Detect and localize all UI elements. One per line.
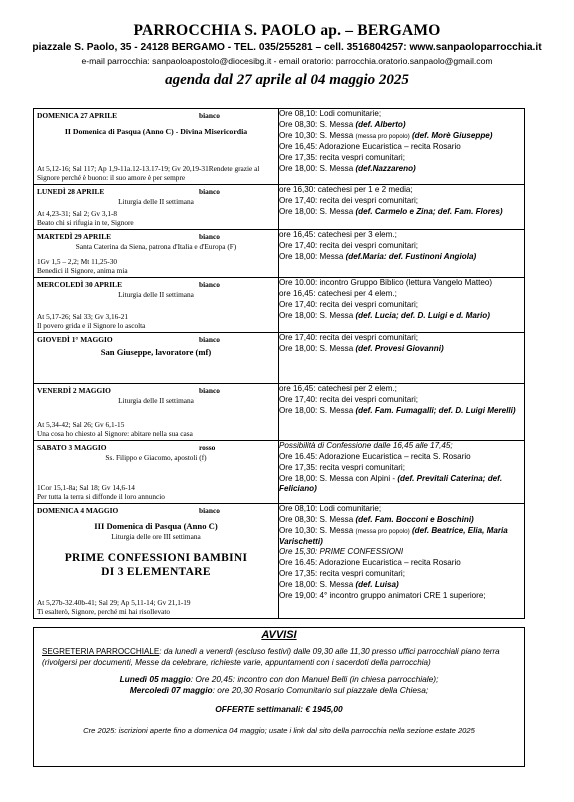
schedule-line: [279, 278, 524, 289]
day-liturgy-cell: [34, 109, 279, 185]
schedule-line: [279, 300, 524, 311]
intention: (def. Alberto): [355, 120, 406, 129]
offerte-notice: OFFERTE settimanali: € 1945,00: [215, 704, 343, 714]
segreteria-notice: [34, 646, 524, 668]
intention: (def.Maria: def. Fustinoni Angiola): [345, 252, 477, 261]
event-text: ore 16,45: catechesi per 3 elem.;: [279, 230, 397, 239]
event-text: Ore 18,00: S. Messa: [279, 207, 356, 216]
feast-name: Santa Caterina da Siena, patrona d'Italia e d'Europa (F): [75, 242, 237, 251]
schedule-line: [279, 289, 524, 300]
readings: [37, 312, 275, 330]
cre-notice: Cre 2025: iscrizioni aperte fino a domenica 04 maggio; usate i link dal sito della parrocchia nella sezione estate 2025: [83, 726, 475, 735]
day-row: [34, 333, 525, 384]
day-row: [34, 441, 525, 504]
event-text: Ore 17,35: recita vespri comunitari;: [279, 569, 405, 578]
feast-name: Liturgia delle II settimana: [118, 396, 194, 405]
avvisi-title: AVVISI: [261, 629, 297, 641]
event-text: Ore 08,30: S. Messa: [279, 120, 356, 129]
liturgical-color: bianco: [199, 386, 220, 395]
event-text: Ore 16.45: Adorazione Eucaristica – recita Rosario: [279, 558, 461, 567]
day-row: [34, 230, 525, 278]
event-text: Ore 19,00: 4° incontro gruppo animatori CRE 1 superiore;: [279, 591, 486, 600]
day-date: VENERDÌ 2 MAGGIO: [37, 386, 111, 395]
schedule-line: [279, 196, 524, 207]
schedule-line: [279, 406, 524, 417]
day-date: GIOVEDÌ 1° MAGGIO: [37, 335, 113, 344]
mass-note: (messa pro popolo): [355, 133, 410, 140]
event-text: Ore 18,00: S. Messa: [279, 580, 356, 589]
schedule-line: [279, 109, 524, 120]
day-date: SABATO 3 MAGGIO: [37, 443, 107, 452]
mercoledi-label: Mercoledì 07 maggio: [129, 685, 213, 695]
parish-emails: e-mail parrocchia: sanpaoloapostolo@diocesibg.it - email oratorio: parrocchia.oratorio.sanpaolo@gmail.com: [81, 56, 493, 66]
event-text: ore 16,30: catechesi per 1 e 2 media;: [279, 185, 413, 194]
feast-name: Ss. Filippo e Giacomo, apostoli (f): [105, 453, 207, 462]
event-text: Ore 17,35: recita vespri comunitari;: [279, 463, 405, 472]
schedule-line: [279, 185, 524, 196]
special-event: PRIME CONFESSIONI BAMBINI DI 3 ELEMENTARE: [64, 552, 248, 578]
day-schedule-cell: [279, 441, 525, 504]
schedule-line: [279, 142, 524, 153]
intention: (def. Carmelo e Zina; def. Fam. Flores): [355, 207, 503, 216]
day-liturgy-cell: [34, 441, 279, 504]
intention: (def. Fam. Bocconi e Boschini): [355, 515, 474, 524]
mercoledi-text: : ore 20,30 Rosario Comunitario sul piazzale della Chiesa;: [212, 685, 429, 695]
schedule-line: [279, 333, 524, 344]
agenda-title: agenda dal 27 aprile al 04 maggio 2025: [165, 72, 409, 88]
psalm-response: Il povero grida e il Signore lo ascolta: [37, 321, 146, 330]
day-date: LUNEDÌ 28 APRILE: [37, 187, 105, 196]
psalm-response: Una cosa ho chiesto al Signore: abitare nella sua casa: [37, 429, 193, 438]
event-text: Possibilità di Confessione dalle 16,45 alle 17,45;: [279, 441, 453, 450]
day-schedule-cell: [279, 109, 525, 185]
event-text: Ore 18,00: S. Messa con Alpini -: [279, 474, 398, 483]
feast-name: Liturgia delle II settimana: [118, 290, 194, 299]
psalm-response: Per tutta la terra si diffonde il loro annuncio: [37, 492, 165, 501]
schedule-line: [279, 558, 524, 569]
mercoledi-notice: [34, 685, 524, 696]
day-liturgy-cell: [34, 384, 279, 441]
day-date: DOMENICA 4 MAGGIO: [37, 506, 119, 515]
intention: (def. Lucia; def. D. Luigi e d. Mario): [355, 311, 490, 320]
event-text: Ore 18,00: S. Messa: [279, 311, 356, 320]
event-text: Ore 17,40: recita dei vespri comunitari;: [279, 300, 419, 309]
feast-name: III Domenica di Pasqua (Anno C): [94, 521, 218, 531]
psalm-response: Beato chi si rifugia in te, Signore: [37, 218, 134, 227]
schedule-line: [279, 241, 524, 252]
schedule-line: [279, 252, 524, 263]
intention: (def. Beatrice, Elia, Maria Varischetti): [279, 526, 508, 546]
parish-address: piazzale S. Paolo, 35 - 24128 BERGAMO - TEL. 035/255281 – cell. 3516804257: www.sanpaoloparrocchia.it: [32, 42, 542, 53]
day-row: [34, 109, 525, 185]
schedule-line: [279, 164, 524, 175]
event-text: ore 16,45: catechesi per 4 elem.;: [279, 289, 397, 298]
schedule-line: [279, 474, 524, 495]
readings: [37, 420, 275, 438]
event-text: Ore 16,45: Adorazione Eucaristica – recita Rosario: [279, 142, 461, 151]
schedule-line: [279, 515, 524, 526]
mass-note: (messa pro popolo): [355, 528, 410, 535]
schedule-line: [279, 395, 524, 406]
feast-name: San Giuseppe, lavoratore (mf): [100, 347, 212, 357]
intention: (def. Morè Giuseppe): [409, 131, 493, 140]
agenda-table: [33, 108, 525, 619]
day-schedule-cell: [279, 333, 525, 384]
day-liturgy-cell: [34, 278, 279, 333]
day-date: DOMENICA 27 APRILE: [37, 111, 118, 120]
psalm-response: Rendete grazie al Signore perché è buono: il suo amore è per sempre: [37, 164, 260, 182]
psalm-response: Ti esalterò, Signore, perché mi hai risollevato: [37, 607, 171, 616]
event-text: Ore 18,00: S. Messa: [279, 164, 356, 173]
day-row: [34, 278, 525, 333]
day-schedule-cell: [279, 185, 525, 230]
intention: (def. Provesi Giovanni): [355, 344, 444, 353]
segreteria-text: : da lunedì a venerdì (escluso festivi) dalle 09,30 alle 11,30 presso uffici parrocchiali piano terra (rivolgersi per documenti, Messe da celebrare, richieste varie, appuntamenti con i sacerdoti della parrocchia): [42, 647, 500, 667]
day-row: [34, 185, 525, 230]
schedule-line: [279, 580, 524, 591]
reading-refs: At 4,23-31; Sal 2; Gv 3,1-8: [37, 209, 118, 218]
day-liturgy-cell: [34, 230, 279, 278]
feast-name: II Domenica di Pasqua (Anno C) - Divina Misericordia: [64, 127, 248, 136]
event-text: Ore 18,00: S. Messa: [279, 406, 356, 415]
reading-refs: At 5,12-16; Sal 117; Ap 1,9-11a.12-13.17-19; Gv 20,19-31: [37, 164, 209, 173]
schedule-line: [279, 120, 524, 131]
reading-refs: At 5,27b-32.40b-41; Sal 29; Ap 5,11-14; Gv 21,1-19: [37, 598, 191, 607]
day-date: MERCOLEDÌ 30 APRILE: [37, 280, 123, 289]
day-schedule-cell: [279, 384, 525, 441]
schedule-line: [279, 230, 524, 241]
day-row: [34, 504, 525, 619]
intention: (def. Luisa): [355, 580, 399, 589]
event-text: Ore 15,30: PRIME CONFESSIONI: [279, 547, 404, 556]
psalm-response: Benedici il Signore, anima mia: [37, 266, 128, 275]
event-text: Ore 08,10: Lodi comunitarie;: [279, 504, 382, 513]
liturgical-color: bianco: [199, 111, 220, 120]
readings: [37, 209, 275, 227]
schedule-line: [279, 463, 524, 474]
readings: [37, 164, 275, 182]
event-text: Ore 10,30: S. Messa: [279, 131, 356, 140]
day-date: MARTEDÌ 29 APRILE: [37, 232, 112, 241]
schedule-line: [279, 591, 524, 602]
reading-refs: 1Cor 15,1-8a; Sal 18; Gv 14,6-14: [37, 483, 135, 492]
schedule-line: [279, 131, 524, 142]
event-text: Ore 17,35: recita vespri comunitari;: [279, 153, 405, 162]
event-text: Ore 18,00: S. Messa: [279, 344, 356, 353]
event-text: Ore 18,00: Messa: [279, 252, 346, 261]
liturgical-color: bianco: [199, 280, 220, 289]
readings: [37, 483, 275, 501]
event-text: Ore 16.45: Adorazione Eucaristica – recita S. Rosario: [279, 452, 471, 461]
schedule-line: [279, 452, 524, 463]
schedule-line: [279, 441, 524, 452]
schedule-line: [279, 547, 524, 558]
liturgical-color: bianco: [199, 232, 220, 241]
schedule-line: [279, 344, 524, 355]
feast-name: Liturgia delle II settimana: [118, 197, 194, 206]
segreteria-label: SEGRETERIA PARROCCHIALE: [42, 647, 160, 656]
intention: (def. Fam. Fumagalli; def. D. Luigi Merelli): [355, 406, 516, 415]
liturgical-color: rosso: [199, 443, 216, 452]
event-text: ore 16,45: catechesi per 2 elem.;: [279, 384, 397, 393]
event-text: Ore 17,40: recita dei vespri comunitari;: [279, 333, 419, 342]
avvisi-box: [33, 627, 525, 767]
liturgical-color: bianco: [199, 187, 220, 196]
intention: (def.Nazzareno): [355, 164, 416, 173]
event-text: Ore 10,30: S. Messa: [279, 526, 356, 535]
reading-refs: At 5,34-42; Sal 26; Gv 6,1-15: [37, 420, 125, 429]
schedule-line: [279, 504, 524, 515]
day-schedule-cell: [279, 278, 525, 333]
day-liturgy-cell: [34, 333, 279, 384]
event-text: Ore 08,10: Lodi comunitarie;: [279, 109, 382, 118]
schedule-line: [279, 569, 524, 580]
readings: [37, 257, 275, 275]
schedule-line: [279, 153, 524, 164]
event-text: Ore 10.00: incontro Gruppo Biblico (lettura Vangelo Matteo): [279, 278, 493, 287]
day-schedule-cell: [279, 230, 525, 278]
schedule-line: [279, 311, 524, 322]
lunedi-notice: [34, 674, 524, 685]
day-liturgy-cell: [34, 185, 279, 230]
intention: (def. Previtali Caterina; def. Feliciano): [279, 474, 503, 493]
event-text: Ore 17,40: recita dei vespri comunitari;: [279, 196, 419, 205]
parish-title: PARROCCHIA S. PAOLO ap. – BERGAMO: [133, 22, 441, 39]
schedule-line: [279, 207, 524, 218]
event-text: Ore 08,30: S. Messa: [279, 515, 356, 524]
schedule-line: [279, 526, 524, 547]
day-schedule-cell: [279, 504, 525, 619]
liturgical-color: bianco: [199, 335, 220, 344]
reading-refs: 1Gv 1,5 – 2,2; Mt 11,25-30: [37, 257, 117, 266]
lunedi-text: : Ore 20,45: incontro con don Manuel Belli (in chiesa parrocchiale);: [190, 674, 439, 684]
reading-refs: At 5,17-26; Sal 33; Gv 3,16-21: [37, 312, 129, 321]
schedule-line: [279, 384, 524, 395]
lunedi-label: Lunedì 05 maggio: [119, 674, 191, 684]
day-liturgy-cell: [34, 504, 279, 619]
day-row: [34, 384, 525, 441]
liturgical-color: bianco: [199, 506, 220, 515]
feast-subtitle: Liturgia delle ore III settimana: [111, 532, 201, 541]
readings: [37, 598, 275, 616]
event-text: Ore 17,40: recita dei vespri comunitari;: [279, 395, 419, 404]
event-text: Ore 17,40: recita dei vespri comunitari;: [279, 241, 419, 250]
